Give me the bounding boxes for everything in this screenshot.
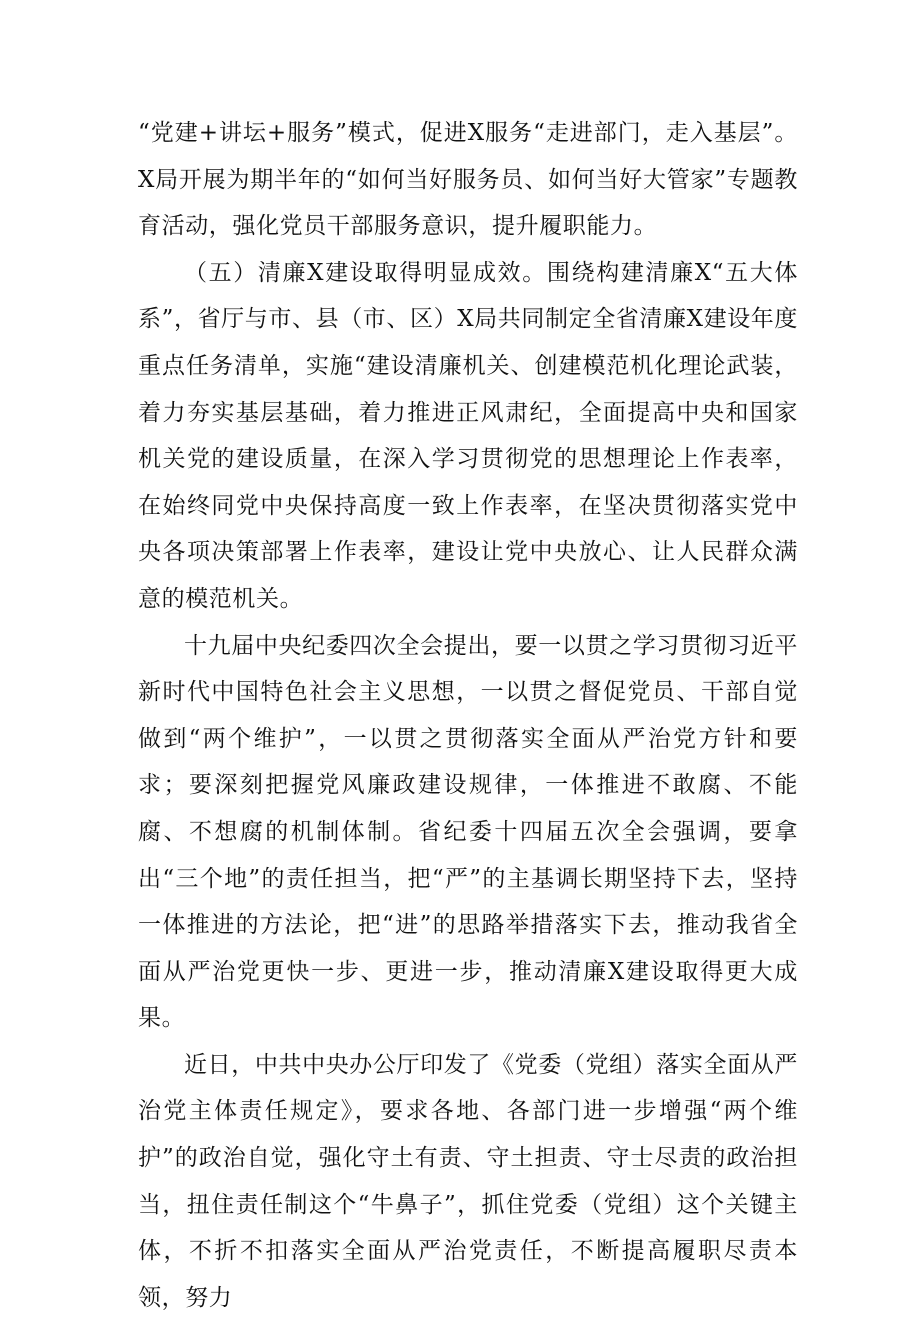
paragraph-central-office: 近日，中共中央办公厅印发了《党委（党组）落实全面从严治党主体责任规定》，要求各地、各部门进一步增强“两个维护”的政治自觉，强化守土有责、守土担责、守士尽责的政治担当，扭住责任制这个“牛鼻子”，抓住党委（党组）这个关键主体，不折不扣落实全面从严治党责任，不断提高履职尽责本领，努力 [138,1051,798,1311]
paragraph-plenary-session: 十九届中央纪委四次全会提出，要一以贯之学习贯彻习近平新时代中国特色社会主义思想，一以贯之督促党员、干部自觉做到“两个维护”，一以贯之贯彻落实全面从严治党方针和要求；要深刻把握党风廉政建设规律，一体推进不敢腐、不能腐、不想腐的机制体制。省纪委十四届五次全会强调，要拿出“三个地”的责任担当，把“严”的主基调长期坚持下去，坚持一体推进的方法论，把“进”的思路举措落实下去，推动我省全面从严治党更快一步、更进一步，推动清廉X建设取得更大成果。 [138,632,798,1032]
paragraph-continuation: “党建+讲坛+服务”模式，促进X服务“走进部门，走入基层”。X局开展为期半年的“如何当好服务员、如何当好大管家”专题教育活动，强化党员干部服务意识，提升履职能力。 [138,120,798,240]
document-body [138,110,798,1321]
paragraph-section-five: （五）清廉X建设取得明显成效。围绕构建清廉X“五大体系”，省厅与市、县（市、区）X局共同制定全省清廉X建设年度重点任务清单，实施“建设清廉机关、创建模范机化理论武装，着力夯实基层基础，着力推进正风肃纪，全面提高中央和国家机关党的建设质量，在深入学习贯彻党的思想理论上作表率，在始终同党中央保持高度一致上作表率，在坚决贯彻落实党中央各项决策部署上作表率，建设让党中央放心、让人民群众满意的模范机关。 [138,259,798,612]
